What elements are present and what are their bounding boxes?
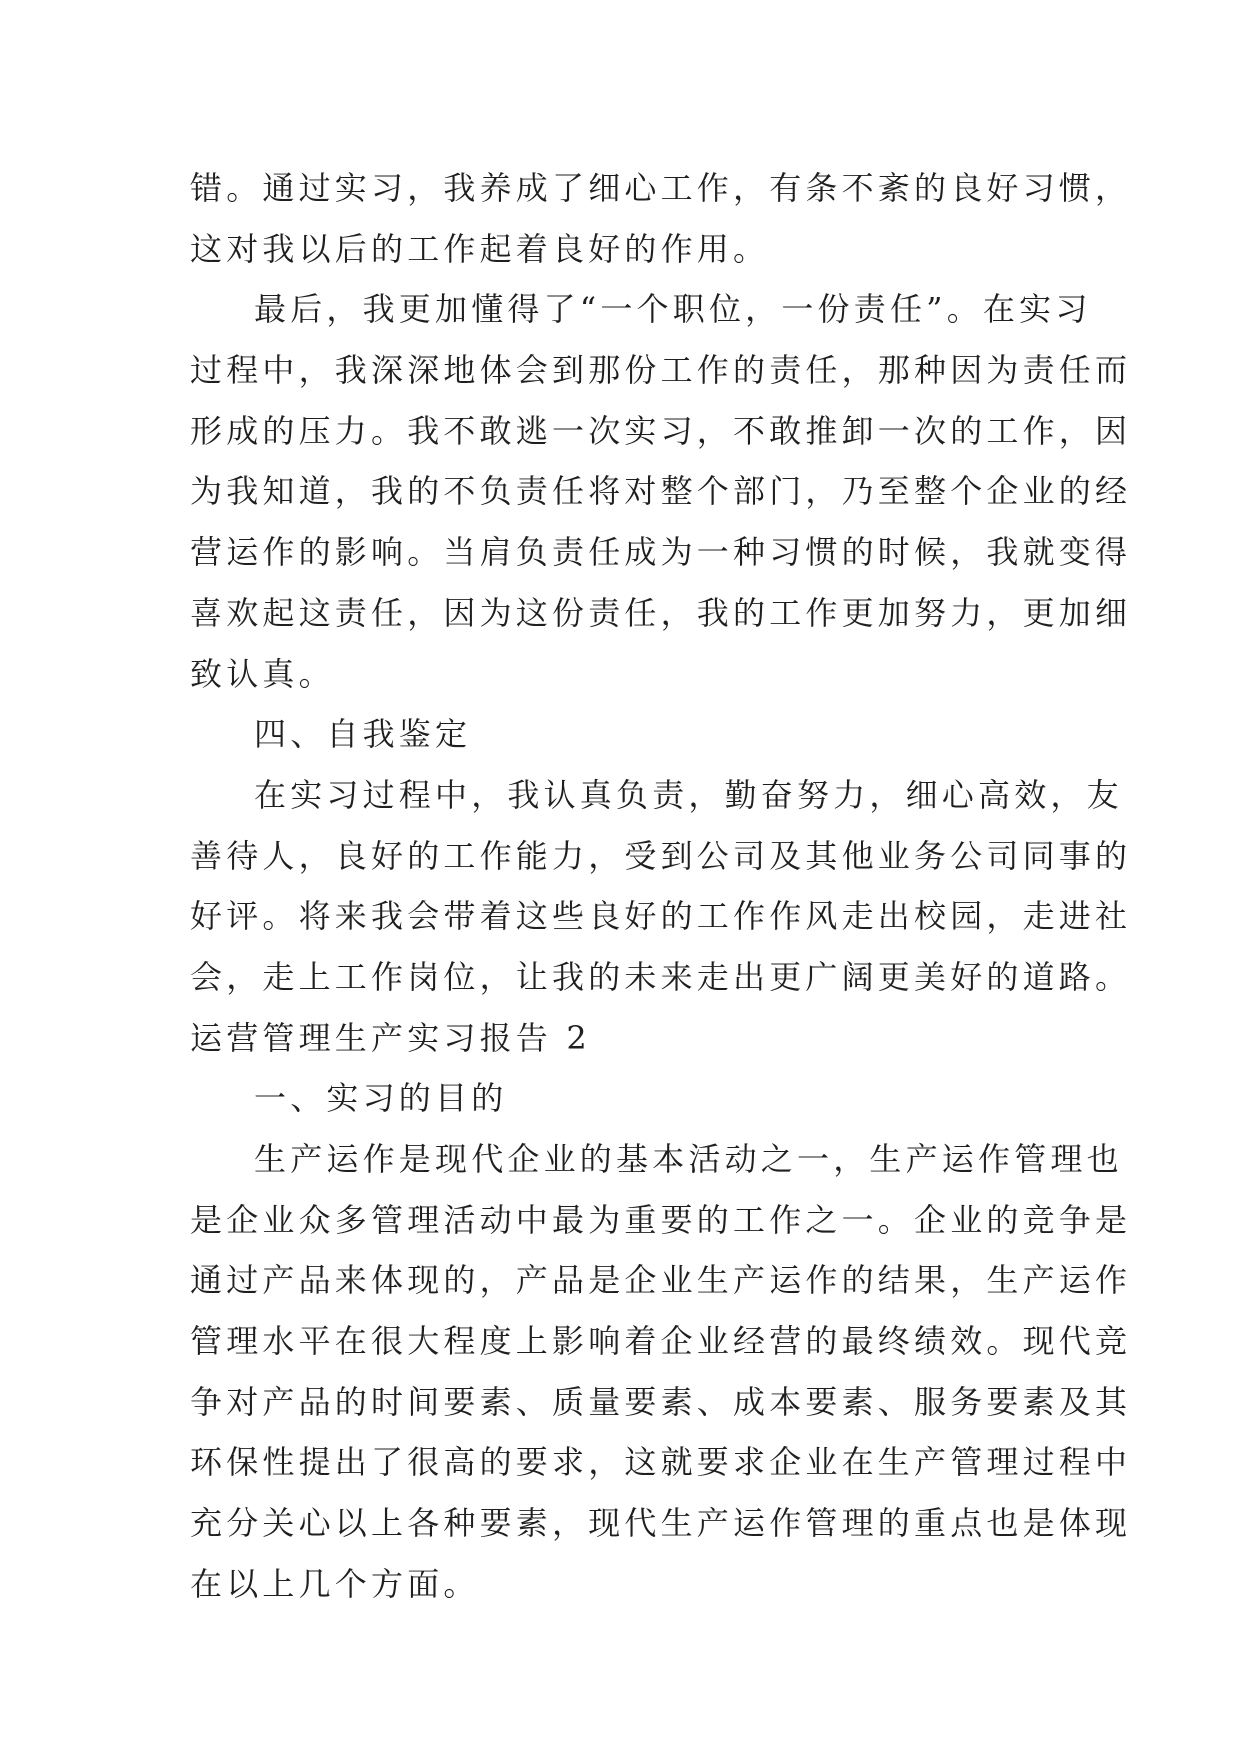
text-line: 生产运作是现代企业的基本活动之一，生产运作管理也 bbox=[254, 1140, 1123, 1178]
text-line: 是企业众多管理活动中最为重要的工作之一。企业的竞争是 bbox=[190, 1200, 1132, 1239]
text-line: 环保性提出了很高的要求，这就要求企业在生产管理过程中 bbox=[190, 1443, 1132, 1482]
text-line: 形成的压力。我不敢逃一次实习，不敢推卸一次的工作，因 bbox=[190, 411, 1132, 450]
text-line: 在实习过程中，我认真负责，勤奋努力，细心高效，友 bbox=[254, 775, 1123, 814]
text-line: 一、实习的目的 bbox=[254, 1079, 508, 1118]
text-line: 错。通过实习，我养成了细心工作，有条不紊的良好习惯， bbox=[190, 169, 1132, 207]
text-line: 争对产品的时间要素、质量要素、成本要素、服务要素及其 bbox=[190, 1382, 1132, 1421]
text-line: 会，走上工作岗位，让我的未来走出更广阔更美好的道路。 bbox=[190, 957, 1132, 996]
text-line: 喜欢起这责任，因为这份责任，我的工作更加努力，更加细 bbox=[190, 593, 1132, 632]
text-line: 好评。将来我会带着这些良好的工作作风走出校园，走进社 bbox=[190, 897, 1132, 936]
text-line: 这对我以后的工作起着良好的作用。 bbox=[190, 229, 770, 268]
text-line: 致认真。 bbox=[190, 654, 335, 693]
text-line: 充分关心以上各种要素，现代生产运作管理的重点也是体现 bbox=[190, 1504, 1132, 1543]
text-line: 过程中，我深深地体会到那份工作的责任，那种因为责任而 bbox=[190, 351, 1132, 390]
text-line: 在以上几个方面。 bbox=[190, 1564, 480, 1603]
text-line: 善待人，良好的工作能力，受到公司及其他业务公司同事的 bbox=[190, 836, 1132, 875]
text-line: 运营管理生产实习报告 2 bbox=[190, 1018, 591, 1057]
text-line: 管理水平在很大程度上影响着企业经营的最终绩效。现代竞 bbox=[190, 1322, 1132, 1361]
text-line: 四、自我鉴定 bbox=[254, 715, 472, 754]
document-body bbox=[190, 158, 1132, 1615]
text-line: 为我知道，我的不负责任将对整个部门，乃至整个企业的经 bbox=[190, 472, 1132, 511]
text-line: 通过产品来体现的，产品是企业生产运作的结果，生产运作 bbox=[190, 1261, 1132, 1300]
text-line: 营运作的影响。当肩负责任成为一种习惯的时候，我就变得 bbox=[190, 533, 1132, 572]
text-line: 最后，我更加懂得了“一个职位，一份责任”。在实习 bbox=[254, 290, 1092, 329]
